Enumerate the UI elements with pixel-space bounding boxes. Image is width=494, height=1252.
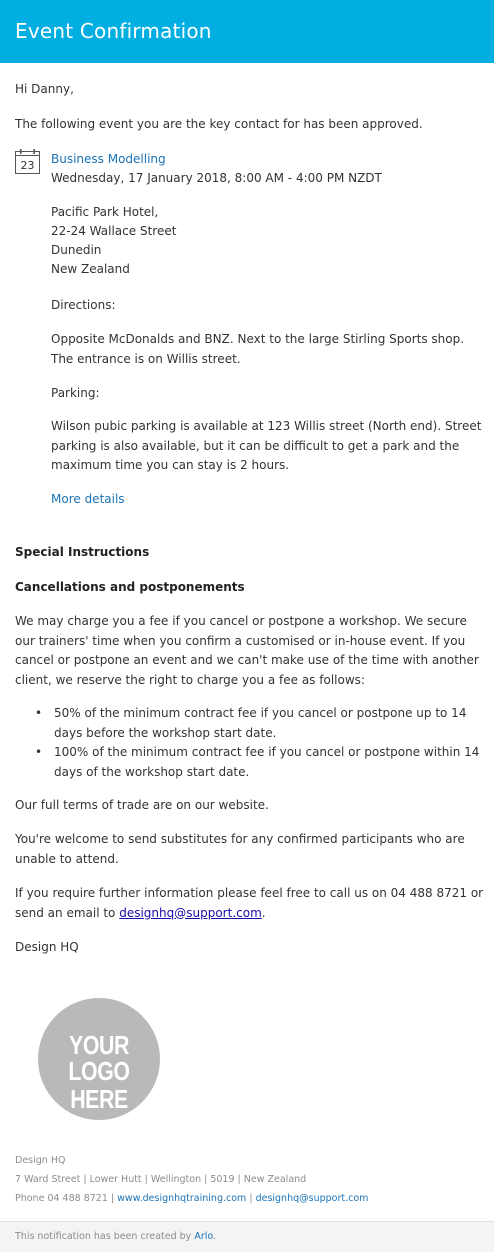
footer-company: Design HQ bbox=[15, 1155, 66, 1166]
intro-text: The following event you are the key contact for has been approved. bbox=[15, 117, 423, 131]
event-name-link[interactable]: Business Modelling bbox=[51, 152, 166, 166]
logo-text: LOGO HERE bbox=[68, 1056, 130, 1114]
footer-email-link[interactable]: designhq@support.com bbox=[255, 1193, 369, 1204]
calendar-icon bbox=[15, 149, 40, 174]
header-bar bbox=[0, 0, 494, 63]
parking-text: Wilson pubic parking is available at 123 Willis street (North end). Street parking is also available, but it can be difficult to get a park and the maximum time you can stay is 2 hours. bbox=[51, 419, 482, 472]
event-datetime: Wednesday, 17 January 2018, 8:00 AM - 4:00 PM NZDT bbox=[51, 171, 382, 185]
greeting: Hi Danny, bbox=[15, 82, 74, 96]
signoff: Design HQ bbox=[15, 940, 79, 954]
cancellations-body: We may charge you a fee if you cancel or postpone a workshop. We secure our trainers' time when you confirm a customised or in-house event. If you cancel or postpone an event and we can't make use of the time with another client, we reserve the right to charge you a fee as follows: bbox=[15, 614, 479, 687]
substitutes-text: You're welcome to send substitutes for any confirmed participants who are unable to attend. bbox=[15, 832, 465, 866]
address-line: 22-24 Wallace Street bbox=[51, 224, 177, 238]
footer-phone: Phone 04 488 8721 bbox=[15, 1193, 108, 1204]
address-line: Dunedin bbox=[51, 243, 102, 257]
more-details-link[interactable]: More details bbox=[51, 492, 125, 506]
footer-address: 7 Ward Street | Lower Hutt | Wellington | 5019 | New Zealand bbox=[15, 1174, 307, 1185]
contact-text: If you require further information please feel free to call us on 04 488 8721 or send an email to designhq@support.com. bbox=[15, 886, 484, 920]
address-line: Pacific Park Hotel, bbox=[51, 205, 159, 219]
parking-label: Parking: bbox=[51, 386, 100, 400]
directions-label: Directions: bbox=[51, 298, 116, 312]
address-line: New Zealand bbox=[51, 262, 130, 276]
notification-text: This notification has been created by Arlo. bbox=[15, 1231, 217, 1242]
separator: | bbox=[110, 1193, 115, 1204]
list-item: • 100% of the minimum contract fee if you cancel or postpone within 14 days of the workshop start date. bbox=[35, 745, 480, 779]
website-link[interactable]: www.designhqtraining.com bbox=[117, 1193, 247, 1204]
directions-text: Opposite McDonalds and BNZ. Next to the large Stirling Sports shop. The entrance is on Willis street. bbox=[51, 332, 465, 366]
notification-bar bbox=[0, 1221, 494, 1252]
logo-placeholder bbox=[38, 998, 160, 1120]
cancellations-heading: Cancellations and postponements bbox=[15, 580, 245, 594]
arlo-link[interactable]: Arlo bbox=[194, 1231, 214, 1242]
calendar-day: 23 bbox=[20, 159, 35, 172]
footer-contact bbox=[15, 1192, 485, 1206]
terms-text: Our full terms of trade are on our website. bbox=[15, 798, 269, 812]
fee-list bbox=[15, 704, 485, 782]
logo-text: YOUR bbox=[69, 1030, 129, 1060]
separator: | bbox=[249, 1193, 253, 1204]
list-item: • 50% of the minimum contract fee if you cancel or postpone up to 14 days before the workshop start date. bbox=[35, 706, 467, 740]
special-instructions-heading: Special Instructions bbox=[15, 545, 150, 559]
email-link[interactable]: designhq@support.com bbox=[119, 905, 262, 920]
page-title: Event Confirmation bbox=[15, 19, 212, 43]
